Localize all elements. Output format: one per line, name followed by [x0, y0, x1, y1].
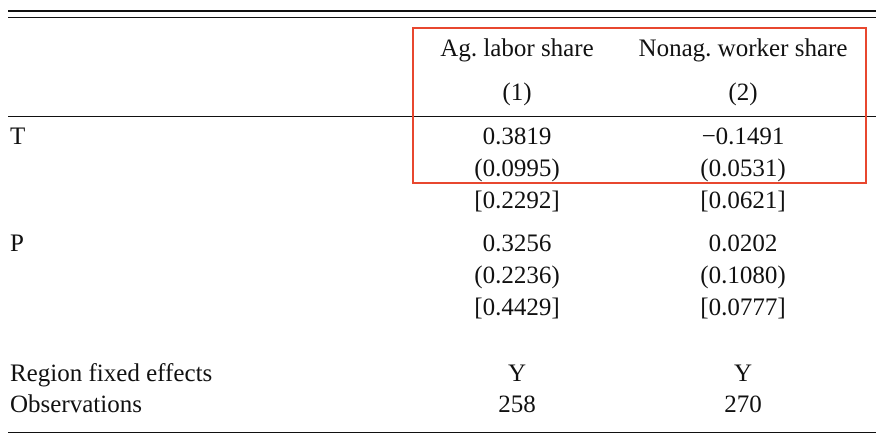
p-se-1: (0.2236) — [474, 262, 560, 289]
region-fe-1: Y — [507, 360, 527, 387]
row-label-region-fixed-effects: Region fixed effects — [10, 360, 213, 387]
row-label-observations: Observations — [10, 391, 142, 418]
t-se-1: (0.0995) — [474, 155, 560, 182]
row-label-p: P — [10, 230, 24, 257]
t-estimate-1: 0.3819 — [482, 123, 552, 150]
p-se-2: (0.1080) — [700, 262, 786, 289]
bottom-rule — [8, 432, 876, 433]
row-label-t: T — [10, 123, 26, 150]
observations-1: 258 — [498, 391, 536, 418]
p-estimate-2: 0.0202 — [708, 230, 778, 257]
observations-2: 270 — [724, 391, 762, 418]
p-bracket-1: [0.4429] — [474, 294, 560, 321]
p-estimate-1: 0.3256 — [482, 230, 552, 257]
t-bracket-1: [0.2292] — [474, 187, 560, 214]
header-rule — [8, 116, 876, 117]
column-header-1: Ag. labor share — [440, 35, 594, 62]
t-estimate-2: −0.1491 — [701, 123, 785, 150]
column-number-2: (2) — [728, 79, 758, 106]
column-header-2: Nonag. worker share — [638, 35, 848, 62]
p-bracket-2: [0.0777] — [700, 294, 786, 321]
region-fe-2: Y — [733, 360, 753, 387]
t-se-2: (0.0531) — [700, 155, 786, 182]
top-rule — [8, 10, 876, 12]
top-rule-thin — [8, 17, 876, 18]
t-bracket-2: [0.0621] — [700, 187, 786, 214]
column-number-1: (1) — [502, 79, 532, 106]
